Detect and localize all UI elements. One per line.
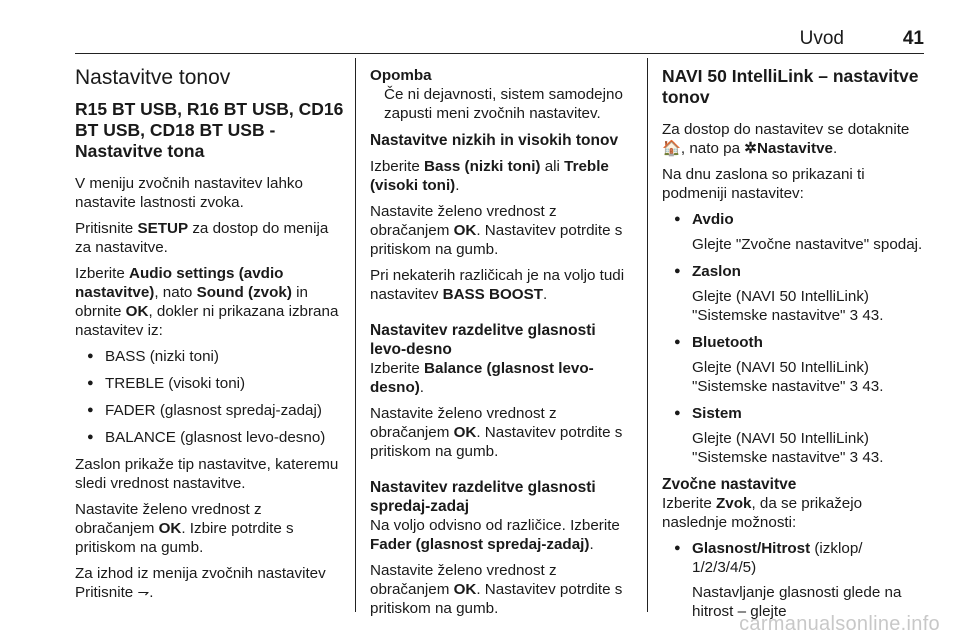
paragraph: Zaslon prikaže tip nastavitve, kateremu sledi vrednost nastavitve. <box>75 456 339 492</box>
watermark: carmanualsonline.info <box>739 613 940 635</box>
back-arrow-icon: ⇁ <box>137 584 150 600</box>
paragraph: Pri nekaterih različicah je na voljo tudi nastavitev BASS BOOST. <box>370 267 625 303</box>
page-header <box>75 28 924 52</box>
list-item: ● TREBLE (visoki toni) <box>75 374 345 393</box>
home-icon: 🏠 <box>662 140 681 157</box>
page-ref: 3 43. <box>849 307 884 324</box>
page-number: 41 <box>902 28 924 49</box>
section-heading: Nastavitev razdelitve glasnosti levo-desno <box>370 322 596 358</box>
paragraph: V meniju zvočnih nastavitev lahko nastavite lastnosti zvoka. <box>75 175 303 211</box>
note-title: Opomba <box>370 67 432 84</box>
paragraph: Nastavite želeno vrednost z obračanjem OK. Nastavitev potrdite s pritiskom na gumb. <box>370 405 623 460</box>
page-ref: 3 43. <box>849 378 884 395</box>
button-ref: SETUP <box>137 220 189 237</box>
option-list <box>75 347 345 447</box>
note-box <box>370 66 634 123</box>
paragraph: Za dostop do nastavitev se dotaknite 🏠, nato pa ✲Nastavitve. <box>662 121 910 157</box>
paragraph: Nastavite želeno vrednost z obračanjem OK. Izbire potrdite s pritiskom na gumb. <box>75 501 294 556</box>
section-heading: Nastavitve nizkih in visokih tonov <box>370 132 619 149</box>
list-item: ● Sistem Glejte (NAVI 50 IntelliLink) "Sistemske nastavitve" 3 43. <box>662 404 926 467</box>
list-item: ● FADER (glasnost spredaj-zadaj) <box>75 401 345 420</box>
paragraph: Nastavite želeno vrednost z obračanjem OK. Nastavitev potrdite s pritiskom na gumb. <box>370 203 623 258</box>
paragraph: Izberite Audio settings (avdio nastavitve), nato Sound (zvok) in obrnite OK, dokler ni prikazana izbrana nastavitev iz: <box>75 265 339 339</box>
paragraph: Pritisnite SETUP za dostop do menija za nastavitve. <box>75 220 329 256</box>
paragraph: Izberite Bass (nizki toni) ali Treble (visoki toni). <box>370 158 609 194</box>
page-ref: 3 43. <box>849 449 884 466</box>
section-heading: Nastavitev razdelitve glasnosti spredaj-zadaj <box>370 479 596 515</box>
option-list <box>662 539 926 621</box>
section-title: NAVI 50 IntelliLink – nastavitve tonov <box>662 66 919 107</box>
column-2 <box>370 66 634 625</box>
paragraph: Izberite Zvok, da se prikažejo naslednje možnosti: <box>662 495 863 531</box>
section-subtitle: R15 BT USB, R16 BT USB, CD16 BT USB, CD18 BT USB - Nastavitve tona <box>75 99 344 161</box>
list-item: ● Glasnost/Hitrost (izklop/ 1/2/3/4/5) Nastavljanje glasnosti glede na hitrost – glejte <box>662 539 926 621</box>
paragraph: Na voljo odvisno od različice. Izberite Fader (glasnost spredaj-zadaj). <box>370 517 620 553</box>
paragraph: Za izhod iz menija zvočnih nastavitev Pritisnite ⇁. <box>75 565 326 601</box>
list-item: ● Avdio Glejte "Zvočne nastavitve" spodaj. <box>662 210 926 254</box>
column-divider-2 <box>647 58 648 612</box>
submenu-list <box>662 210 926 467</box>
column-divider-1 <box>355 58 356 612</box>
column-3 <box>662 66 926 629</box>
gear-icon: ✲ <box>744 140 757 157</box>
list-item: ● Bluetooth Glejte (NAVI 50 IntelliLink) "Sistemske nastavitve" 3 43. <box>662 333 926 396</box>
chapter-title: Nastavitve tonov <box>75 66 231 89</box>
list-item: ● BASS (nizki toni) <box>75 347 345 366</box>
paragraph: Na dnu zaslona so prikazani ti podmeniji nastavitev: <box>662 166 865 202</box>
note-body: Če ni dejavnosti, sistem samodejno zapusti meni zvočnih nastavitev. <box>384 86 623 122</box>
header-rule <box>75 53 924 54</box>
paragraph: Nastavite želeno vrednost z obračanjem OK. Nastavitev potrdite s pritiskom na gumb. <box>370 562 623 617</box>
paragraph: Izberite Balance (glasnost levo-desno). <box>370 360 594 396</box>
section-heading: Zvočne nastavitve <box>662 476 797 493</box>
list-item: ● Zaslon Glejte (NAVI 50 IntelliLink) "Sistemske nastavitve" 3 43. <box>662 262 926 325</box>
list-item: ● BALANCE (glasnost levo-desno) <box>75 428 345 447</box>
column-1 <box>75 66 345 609</box>
section-title: Uvod <box>799 28 844 49</box>
